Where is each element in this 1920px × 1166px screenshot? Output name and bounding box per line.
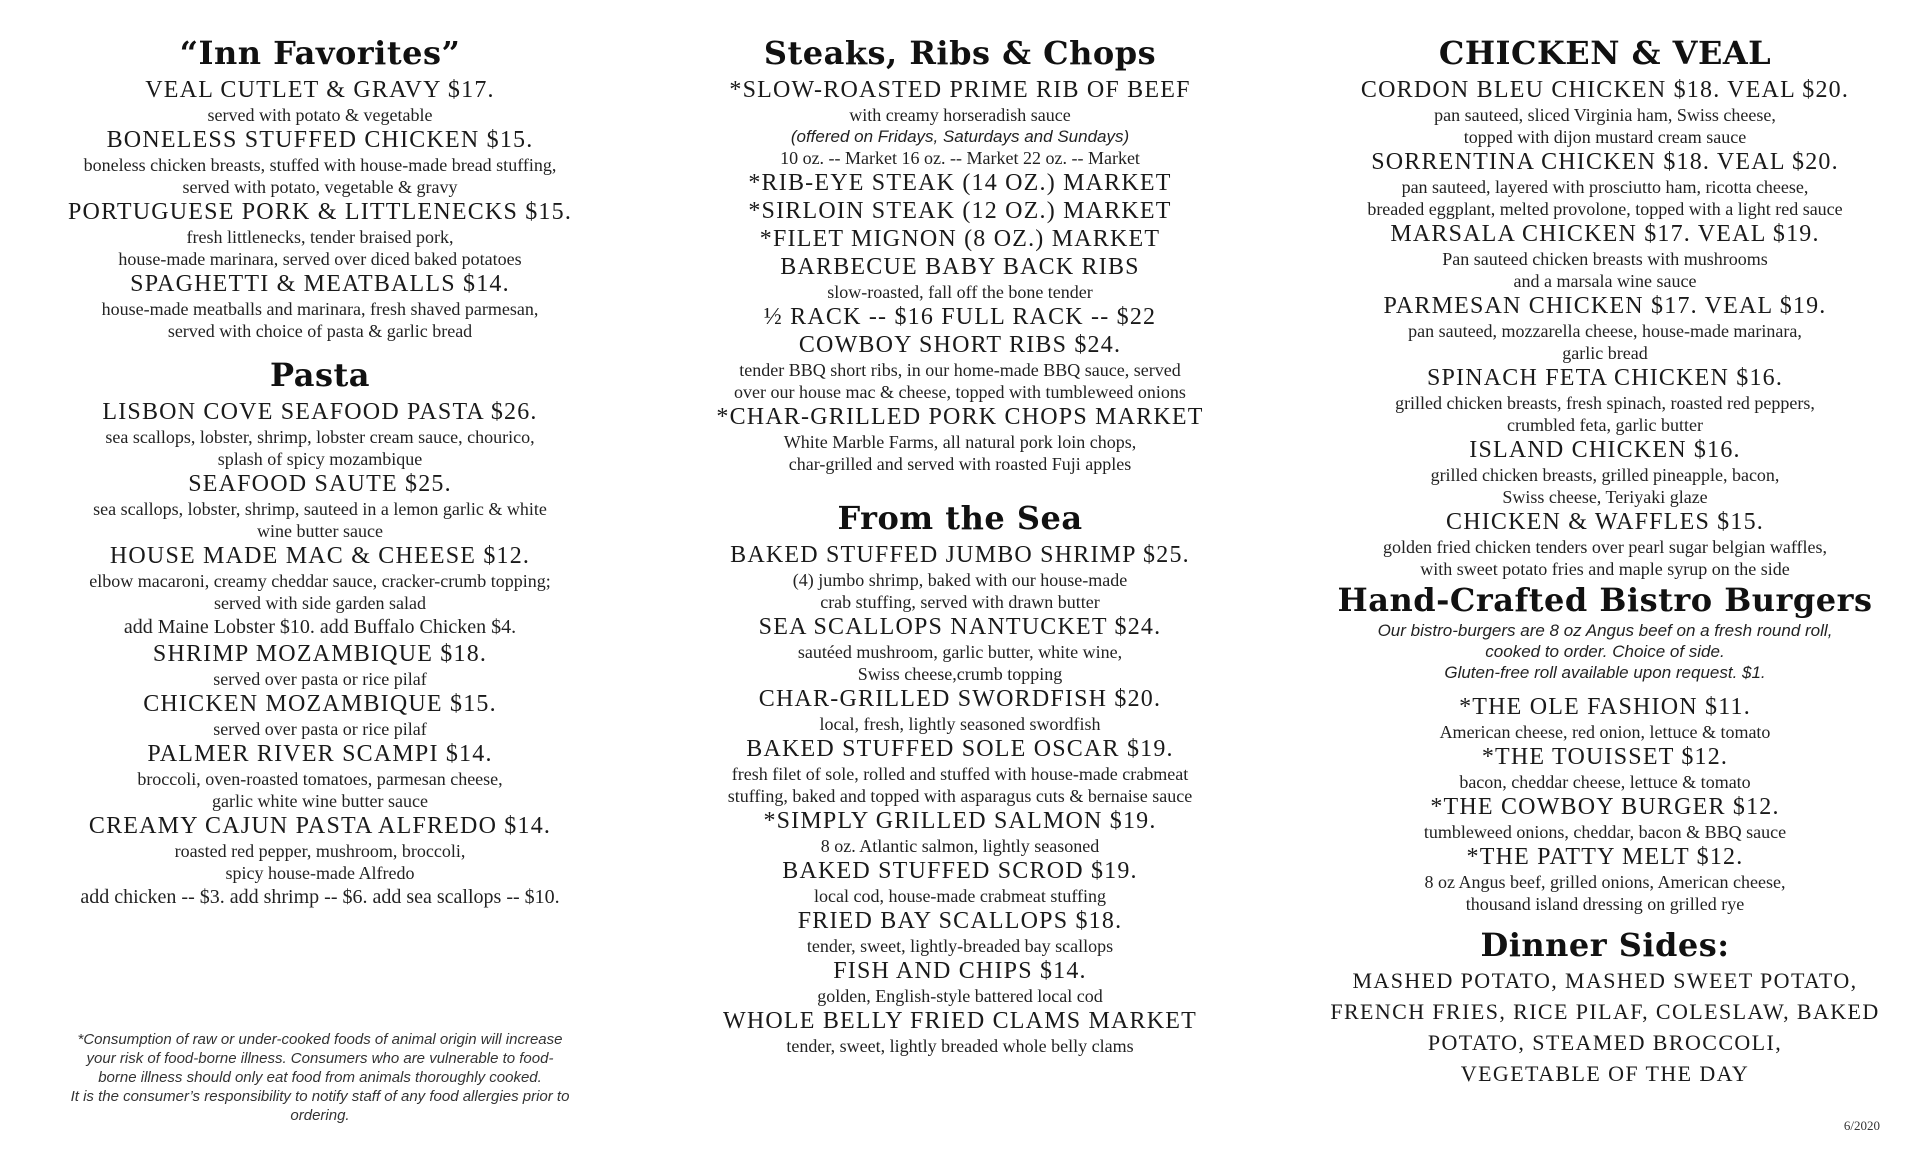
burgers-note xyxy=(1320,620,1890,683)
menu-item xyxy=(1320,508,1890,580)
menu-item-name: MARSALA CHICKEN $17. VEAL $19. xyxy=(1390,221,1820,247)
menu-item-name: SORRENTINA CHICKEN $18. VEAL $20. xyxy=(1371,149,1839,175)
menu-item-name: BONELESS STUFFED CHICKEN $15. xyxy=(106,127,534,153)
menu-item xyxy=(680,1007,1240,1057)
text-line: It is the consumer’s responsibility to notify staff of any food allergies prior to xyxy=(70,1088,570,1105)
menu-item-description: with sweet potato fries and maple syrup on the side xyxy=(1420,559,1790,579)
menu-item xyxy=(680,907,1240,957)
menu-item-name: *CHAR-GRILLED PORK CHOPS MARKET xyxy=(716,404,1204,430)
text-line: Our bistro-burgers are 8 oz Angus beef on a fresh round roll, xyxy=(1377,621,1833,640)
menu-item-name: BAKED STUFFED SOLE OSCAR $19. xyxy=(746,736,1174,762)
menu-item-description: (4) jumbo shrimp, baked with our house-made xyxy=(792,570,1128,590)
menu-item-description: wine butter sauce xyxy=(257,521,383,541)
menu-item-name: SEA SCALLOPS NANTUCKET $24. xyxy=(758,614,1162,640)
sea-items-list xyxy=(680,541,1240,1057)
menu-item-description: roasted red pepper, mushroom, broccoli, xyxy=(174,841,466,861)
menu-item-description: served with potato, vegetable & gravy xyxy=(182,177,458,197)
menu-item-description: pan sauteed, layered with prosciutto ham, ricotta cheese, xyxy=(1401,177,1809,197)
menu-item xyxy=(680,403,1240,475)
menu-item-name: BAKED STUFFED SCROD $19. xyxy=(782,858,1138,884)
menu-item-description: thousand island dressing on grilled rye xyxy=(1465,894,1745,914)
menu-item-description: 8 oz. Atlantic salmon, lightly seasoned xyxy=(820,836,1100,856)
menu-item xyxy=(40,398,600,470)
menu-item-description: local, fresh, lightly seasoned swordfish xyxy=(819,714,1101,734)
menu-item xyxy=(680,807,1240,857)
menu-item-name: PALMER RIVER SCAMPI $14. xyxy=(147,741,493,767)
menu-item-description: sautéed mushroom, garlic butter, white wine, xyxy=(797,642,1123,662)
menu-item-name: ISLAND CHICKEN $16. xyxy=(1469,437,1741,463)
menu-item-description: sea scallops, lobster, shrimp, sauteed in a lemon garlic & white xyxy=(93,499,547,519)
menu-item-description: 8 oz Angus beef, grilled onions, American cheese, xyxy=(1424,872,1786,892)
menu-item xyxy=(1320,292,1890,364)
menu-item-description: boneless chicken breasts, stuffed with house-made bread stuffing, xyxy=(83,155,557,175)
menu-item-description: served with choice of pasta & garlic bread xyxy=(167,321,473,341)
text-line: your risk of food-borne illness. Consumers who are vulnerable to food- xyxy=(86,1050,554,1067)
menu-item-name: FISH AND CHIPS $14. xyxy=(833,958,1087,984)
chicken-veal-title: CHICKEN & VEAL xyxy=(1438,34,1772,72)
menu-item-name: *RIB-EYE STEAK (14 OZ.) MARKET xyxy=(748,170,1172,196)
prime-rib-sizes: 10 oz. -- Market 16 oz. -- Market 22 oz. -- Market xyxy=(780,148,1140,168)
menu-item-name: CHICKEN & WAFFLES $15. xyxy=(1446,509,1764,535)
menu-item xyxy=(40,542,600,614)
menu-item-description: served over pasta or rice pilaf xyxy=(213,719,427,739)
menu-item-description: garlic white wine butter sauce xyxy=(212,791,428,811)
menu-item-name: SPAGHETTI & MEATBALLS $14. xyxy=(130,271,510,297)
menu-item-name: CHAR-GRILLED SWORDFISH $20. xyxy=(758,686,1162,712)
menu-item-name: *FILET MIGNON (8 OZ.) MARKET xyxy=(759,226,1161,252)
menu-item-name: SHRIMP MOZAMBIQUE $18. xyxy=(152,641,488,667)
menu-item-description: local cod, house-made crabmeat stuffing xyxy=(813,886,1107,906)
menu-item-name: PARMESAN CHICKEN $17. VEAL $19. xyxy=(1383,293,1827,319)
menu-item-description: served with potato & vegetable xyxy=(207,105,433,125)
menu-item-description: grilled chicken breasts, fresh spinach, roasted red peppers, xyxy=(1395,393,1815,413)
text-line: VEGETABLE OF THE DAY xyxy=(1460,1061,1750,1086)
menu-item xyxy=(1320,743,1890,793)
menu-item-description: fresh littlenecks, tender braised pork, xyxy=(186,227,454,247)
menu-item xyxy=(1320,220,1890,292)
menu-item-description: topped with dijon mustard cream sauce xyxy=(1463,127,1747,147)
menu-item-name: VEAL CUTLET & GRAVY $17. xyxy=(145,77,495,103)
menu-item xyxy=(1320,436,1890,508)
menu-item-description: pan sauteed, sliced Virginia ham, Swiss cheese, xyxy=(1434,105,1776,125)
menu-item xyxy=(680,857,1240,907)
menu-item-description: tender BBQ short ribs, in our home-made BBQ sauce, served xyxy=(739,360,1181,380)
menu-item-name: PORTUGUESE PORK & LITTLENECKS $15. xyxy=(67,199,573,225)
menu-item-name: CHICKEN MOZAMBIQUE $15. xyxy=(143,691,497,717)
text-line: borne illness should only eat food from animals thoroughly cooked. xyxy=(98,1069,542,1086)
menu-item-description: elbow macaroni, creamy cheddar sauce, cracker-crumb topping; xyxy=(89,571,551,591)
steaks-title: Steaks, Ribs & Chops xyxy=(763,34,1157,72)
menu-item-description: bacon, cheddar cheese, lettuce & tomato xyxy=(1459,772,1751,792)
menu-item-name: SPINACH FETA CHICKEN $16. xyxy=(1426,365,1784,391)
menu-item-name: *THE COWBOY BURGER $12. xyxy=(1430,794,1780,820)
menu-item xyxy=(1320,693,1890,743)
menu-item xyxy=(40,270,600,342)
menu-item xyxy=(40,812,600,884)
dinner-sides-list xyxy=(1320,965,1890,1089)
menu-item-name: *THE OLE FASHION $11. xyxy=(1459,694,1751,720)
menu-item xyxy=(680,685,1240,735)
prime-rib-name: *SLOW-ROASTED PRIME RIB OF BEEF xyxy=(729,77,1191,103)
chicken-veal-list xyxy=(1320,76,1890,580)
text-line: POTATO, STEAMED BROCCOLI, xyxy=(1427,1030,1783,1055)
menu-item-description: breaded eggplant, melted provolone, topped with a light red sauce xyxy=(1367,199,1843,219)
menu-item-description: splash of spicy mozambique xyxy=(217,449,423,469)
column-right xyxy=(1320,30,1890,1089)
menu-item-description: crab stuffing, served with drawn butter xyxy=(820,592,1100,612)
ribs-desc: slow-roasted, fall off the bone tender xyxy=(827,282,1093,302)
menu-item-name: CORDON BLEU CHICKEN $18. VEAL $20. xyxy=(1360,77,1850,103)
menu-item xyxy=(40,470,600,542)
menu-item-description: White Marble Farms, all natural pork loin chops, xyxy=(783,432,1137,452)
menu-item xyxy=(1320,843,1890,915)
menu-item-description: Swiss cheese, Teriyaki glaze xyxy=(1502,487,1708,507)
menu-item-name: BARBECUE BABY BACK RIBS xyxy=(780,254,1140,280)
text-line: MASHED POTATO, MASHED SWEET POTATO, xyxy=(1352,968,1858,993)
menu-item-name: *SIRLOIN STEAK (12 OZ.) MARKET xyxy=(748,198,1172,224)
menu-item-name: BAKED STUFFED JUMBO SHRIMP $25. xyxy=(730,542,1190,568)
mac-addon-line: add Maine Lobster $10. add Buffalo Chicken $4. xyxy=(123,616,517,638)
menu-item xyxy=(1320,364,1890,436)
menu-item xyxy=(680,541,1240,613)
menu-item-description: broccoli, oven-roasted tomatoes, parmesan cheese, xyxy=(137,769,503,789)
steak-lines xyxy=(680,169,1240,281)
menu-item-description: sea scallops, lobster, shrimp, lobster cream sauce, chourico, xyxy=(105,427,535,447)
menu-item-name: *SIMPLY GRILLED SALMON $19. xyxy=(763,808,1157,834)
menu-item-description: and a marsala wine sauce xyxy=(1513,271,1697,291)
pasta-title: Pasta xyxy=(270,356,370,394)
text-line: cooked to order. Choice of side. xyxy=(1485,642,1725,661)
inn-favorites-list xyxy=(40,76,600,342)
menu-item-name: FRIED BAY SCALLOPS $18. xyxy=(797,908,1123,934)
menu-item xyxy=(40,640,600,690)
menu-item-description: pan sauteed, mozzarella cheese, house-made marinara, xyxy=(1408,321,1802,341)
menu-item-description: garlic bread xyxy=(1562,343,1648,363)
pasta-list xyxy=(40,398,600,614)
inn-favorites-title: “Inn Favorites” xyxy=(179,34,461,72)
menu-item-name: SEAFOOD SAUTE $25. xyxy=(188,471,452,497)
menu-item-description: house-made marinara, served over diced baked potatoes xyxy=(118,249,522,269)
menu-item xyxy=(1320,793,1890,843)
dinner-sides-title: Dinner Sides: xyxy=(1480,926,1730,964)
menu-item-description: American cheese, red onion, lettuce & tomato xyxy=(1439,722,1771,742)
text-line: ordering. xyxy=(290,1107,350,1124)
menu-item xyxy=(40,198,600,270)
text-line: *Consumption of raw or under-cooked foods of animal origin will increase xyxy=(77,1031,563,1048)
prime-rib-desc: with creamy horseradish sauce xyxy=(849,105,1071,125)
menu-item-description: stuffing, baked and topped with asparagus cuts & bernaise sauce xyxy=(727,786,1193,806)
menu-item xyxy=(680,331,1240,403)
menu-item-description: served with side garden salad xyxy=(214,593,426,613)
burgers-title: Hand-Crafted Bistro Burgers xyxy=(1337,581,1873,619)
menu-item-description: char-grilled and served with roasted Fuji apples xyxy=(788,454,1132,474)
menu-item xyxy=(680,613,1240,685)
menu-item-name: WHOLE BELLY FRIED CLAMS MARKET xyxy=(722,1008,1198,1034)
menu-item xyxy=(680,735,1240,807)
menu-item-description: house-made meatballs and marinara, fresh shaved parmesan, xyxy=(101,299,539,319)
steak-items-list xyxy=(680,331,1240,475)
menu-item-description: spicy house-made Alfredo xyxy=(225,863,415,883)
column-left xyxy=(40,30,600,910)
text-line: Gluten-free roll available upon request. $1. xyxy=(1444,663,1766,682)
menu-item xyxy=(40,126,600,198)
menu-date-code: 6/2020 xyxy=(1843,1118,1880,1133)
menu-item-description: served over pasta or rice pilaf xyxy=(213,669,427,689)
prime-rib-note: (offered on Fridays, Saturdays and Sundays) xyxy=(790,127,1130,146)
menu-item-description: Swiss cheese,crumb topping xyxy=(857,664,1063,684)
menu-item-name: LISBON COVE SEAFOOD PASTA $26. xyxy=(102,399,538,425)
menu-item-description: tender, sweet, lightly breaded whole belly clams xyxy=(786,1036,1134,1056)
menu-item-description: tender, sweet, lightly-breaded bay scallops xyxy=(806,936,1114,956)
from-the-sea-title: From the Sea xyxy=(837,499,1083,537)
menu-item xyxy=(40,76,600,126)
menu-item-description: tumbleweed onions, cheddar, bacon & BBQ sauce xyxy=(1423,822,1787,842)
menu-item-name: *THE TOUISSET $12. xyxy=(1481,744,1729,770)
menu-item-name: *THE PATTY MELT $12. xyxy=(1466,844,1744,870)
pasta-list-2 xyxy=(40,640,600,884)
burger-items-list xyxy=(1320,693,1890,915)
menu-item-description: over our house mac & cheese, topped with tumbleweed onions xyxy=(734,382,1186,402)
ribs-price: ½ RACK -- $16 FULL RACK -- $22 xyxy=(763,304,1157,330)
menu-item xyxy=(40,690,600,740)
menu-item xyxy=(680,957,1240,1007)
menu-item-description: Pan sauteed chicken breasts with mushrooms xyxy=(1442,249,1768,269)
menu-item xyxy=(1320,148,1890,220)
menu-item xyxy=(1320,76,1890,148)
food-safety-disclaimer xyxy=(40,1030,600,1125)
pasta-addon-line: add chicken -- $3. add shrimp -- $6. add sea scallops -- $10. xyxy=(80,886,560,908)
column-middle xyxy=(680,30,1240,1057)
menu-item-description: golden fried chicken tenders over pearl sugar belgian waffles, xyxy=(1383,537,1827,557)
text-line: FRENCH FRIES, RICE PILAF, COLESLAW, BAKED xyxy=(1330,999,1880,1024)
menu-item-name: CREAMY CAJUN PASTA ALFREDO $14. xyxy=(88,813,552,839)
menu-item-description: golden, English-style battered local cod xyxy=(817,986,1103,1006)
menu-item-description: grilled chicken breasts, grilled pineapple, bacon, xyxy=(1430,465,1780,485)
menu-item-description: fresh filet of sole, rolled and stuffed with house-made crabmeat xyxy=(731,764,1189,784)
menu-item-name: COWBOY SHORT RIBS $24. xyxy=(798,332,1122,358)
menu-item-name: HOUSE MADE MAC & CHEESE $12. xyxy=(109,543,531,569)
menu-item xyxy=(40,740,600,812)
menu-item-description: crumbled feta, garlic butter xyxy=(1507,415,1703,435)
